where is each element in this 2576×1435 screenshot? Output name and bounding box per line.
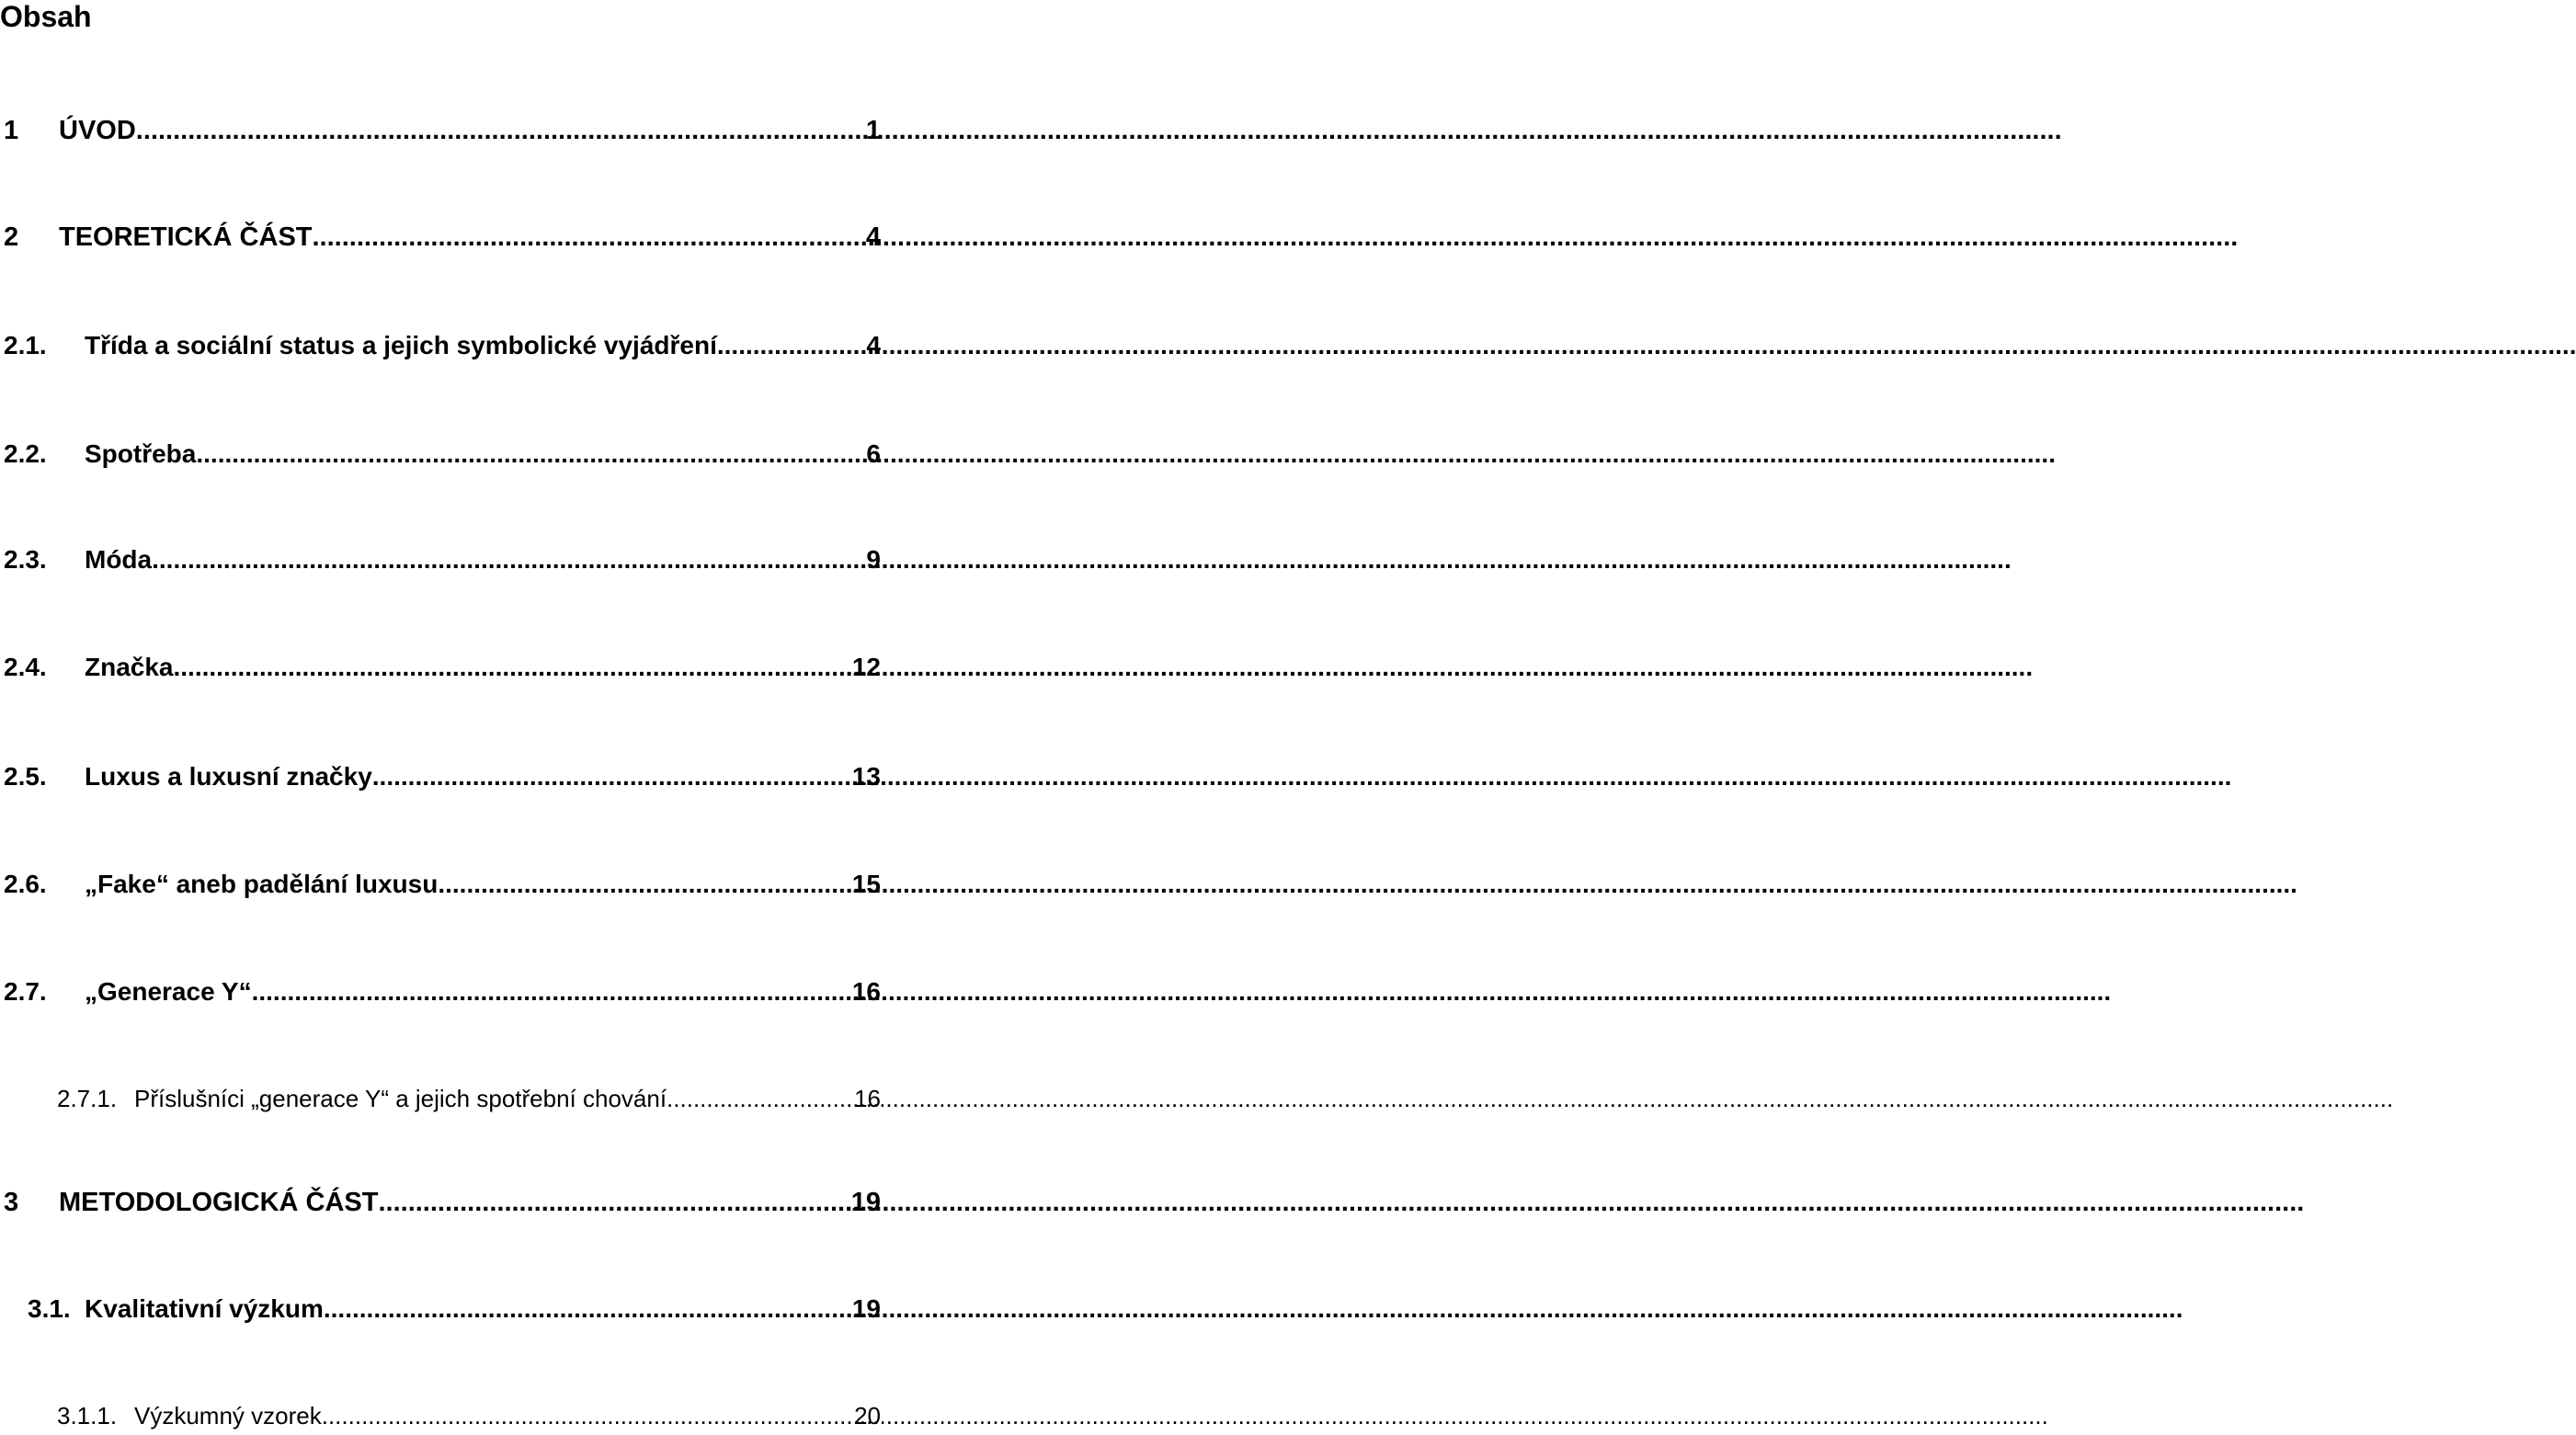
toc-entry-page: 1 — [865, 116, 881, 145]
toc-entry-number: 1 — [4, 116, 19, 145]
toc-entry-title: Výzkumný vzorek — [134, 1402, 322, 1429]
toc-entry-page: 12 — [851, 653, 881, 681]
toc-entry-page: 4 — [866, 331, 881, 359]
dot-leader — [378, 1184, 850, 1221]
toc-entry-number: 2.7. — [4, 977, 47, 1006]
dot-leader — [322, 1398, 854, 1433]
toc-entry-title: Značka — [85, 653, 174, 681]
toc-entry-title: Kvalitativní výzkum — [85, 1294, 324, 1323]
dot-leader — [252, 974, 852, 1010]
toc-entry-title: „Fake“ aneb padělání luxusu — [85, 870, 439, 898]
dot-leader — [313, 219, 866, 256]
toc-entry-uvod[interactable] — [4, 112, 881, 149]
toc-entry-metodologicka-cast[interactable] — [4, 1184, 881, 1221]
toc-entry-title: TEORETICKÁ ČÁST — [59, 222, 313, 252]
dot-leader — [152, 541, 866, 578]
toc-entry-teoreticka-cast[interactable] — [4, 219, 881, 256]
toc-entry-title: Spotřeba — [85, 439, 197, 468]
toc-entry-prislusnici[interactable] — [57, 1081, 881, 1118]
dot-leader — [324, 1291, 852, 1327]
toc-entry-page: 20 — [854, 1402, 881, 1429]
toc-entry-page: 15 — [851, 870, 881, 898]
toc-entry-generace-y[interactable] — [4, 974, 881, 1010]
toc-entry-fake[interactable] — [4, 866, 881, 903]
toc-entry-number: 2.5. — [4, 762, 47, 791]
toc-entry-number: 2.6. — [4, 870, 47, 898]
toc-entry-page: 16 — [851, 977, 881, 1006]
toc-entry-page: 16 — [854, 1085, 881, 1112]
toc-entry-number: 2.2. — [4, 439, 47, 468]
toc-heading: Obsah — [0, 0, 92, 33]
toc-entry-page: 4 — [865, 222, 881, 252]
toc-entry-znacka[interactable] — [4, 649, 881, 686]
dot-leader — [438, 866, 852, 903]
toc-entry-title: METODOLOGICKÁ ČÁST — [59, 1188, 379, 1217]
toc-entry-title: Luxus a luxusní značky — [85, 762, 372, 791]
dot-leader — [136, 112, 866, 149]
dot-leader — [372, 758, 852, 795]
toc-entry-spotreba[interactable] — [4, 436, 881, 473]
toc-entry-number: 2.3. — [4, 545, 47, 574]
dot-leader — [667, 1081, 854, 1116]
toc-entry-page: 9 — [866, 545, 881, 574]
toc-entry-number: 3 — [4, 1188, 19, 1217]
toc-entry-page: 6 — [866, 439, 881, 468]
toc-entry-kvalitativni-vyzkum[interactable] — [28, 1291, 881, 1327]
toc-entry-title: ÚVOD — [59, 116, 136, 145]
dot-leader — [196, 436, 866, 473]
toc-entry-number: 2.7.1. — [57, 1085, 118, 1112]
toc-entry-title: Příslušníci „generace Y“ a jejich spotřební chování — [134, 1085, 667, 1112]
toc-entry-number: 2.4. — [4, 653, 47, 681]
toc-entry-trida[interactable] — [4, 327, 881, 364]
toc-entry-title: Třída a sociální status a jejich symbolické vyjádření — [85, 331, 717, 359]
toc-entry-number: 2.1. — [4, 331, 47, 359]
toc-entry-number: 2 — [4, 222, 19, 252]
toc-entry-number: 3.1. — [28, 1294, 71, 1323]
toc-entry-title: Móda — [85, 545, 153, 574]
dot-leader — [174, 649, 852, 686]
toc-entry-page: 19 — [850, 1188, 881, 1217]
toc-entry-number: 3.1.1. — [57, 1402, 118, 1429]
toc-entry-page: 19 — [851, 1294, 881, 1323]
dot-leader — [717, 327, 867, 364]
toc-entry-vyzkumny-vzorek[interactable] — [57, 1398, 881, 1435]
toc-entry-page: 13 — [851, 762, 881, 791]
toc-entry-luxus[interactable] — [4, 758, 881, 795]
toc-entry-title: „Generace Y“ — [85, 977, 252, 1006]
toc-entry-moda[interactable] — [4, 541, 881, 578]
